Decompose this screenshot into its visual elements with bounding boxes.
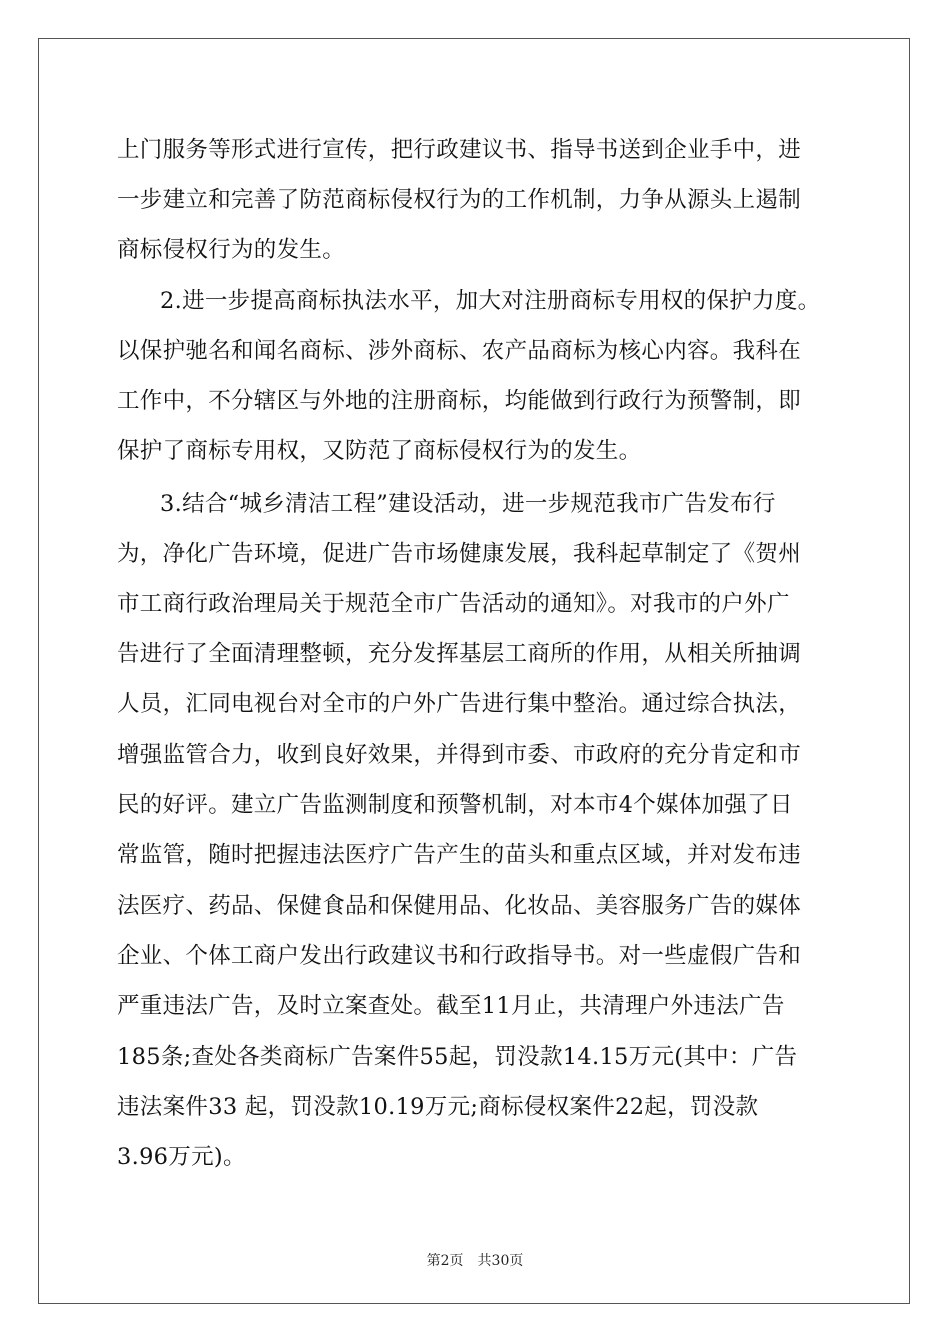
text-line: 市工商行政治理局关于规范全市广告活动的通知》。对我市的户外广 bbox=[117, 591, 790, 617]
text-line: 上门服务等形式进行宣传，把行政建议书、指导书送到企业手中，进 bbox=[117, 137, 802, 163]
text-line: 法医疗、药品、保健食品和保健用品、化妆品、美容服务广告的媒体 bbox=[117, 893, 802, 919]
text-line: 3.结合“城乡清洁工程”建设活动，进一步规范我市广告发布行 bbox=[160, 491, 776, 517]
text-line: 告进行了全面清理整顿，充分发挥基层工商所的作用，从相关所抽调 bbox=[117, 641, 802, 667]
text-line: 保护了商标专用权，又防范了商标侵权行为的发生。 bbox=[117, 438, 642, 464]
text-line: 3.96万元)。 bbox=[117, 1144, 246, 1170]
text-line: 185条;查处各类商标广告案件55起，罚没款14.15万元(其中：广告 bbox=[117, 1044, 798, 1070]
text-line: 2.进一步提高商标执法水平，加大对注册商标专用权的保护力度。 bbox=[160, 288, 821, 314]
text-line: 违法案件33 起，罚没款10.19万元;商标侵权案件22起，罚没款 bbox=[117, 1094, 759, 1120]
text-line: 民的好评。建立广告监测制度和预警机制，对本市4个媒体加强了日 bbox=[117, 792, 793, 818]
page-total: 共30页 bbox=[477, 1253, 524, 1269]
page-number: 第2页 bbox=[426, 1253, 464, 1269]
text-line: 常监管，随时把握违法医疗广告产生的苗头和重点区域，并对发布违 bbox=[117, 842, 802, 868]
text-line: 工作中，不分辖区与外地的注册商标，均能做到行政行为预警制，即 bbox=[117, 388, 802, 414]
text-line: 为，净化广告环境，促进广告市场健康发展，我科起草制定了《贺州 bbox=[117, 541, 802, 567]
text-line: 严重违法广告，及时立案查处。截至11月止，共清理户外违法广告 bbox=[117, 993, 785, 1019]
text-line: 人员，汇同电视台对全市的户外广告进行集中整治。通过综合执法， bbox=[117, 691, 802, 717]
page-footer bbox=[0, 1250, 950, 1270]
text-line: 商标侵权行为的发生。 bbox=[117, 237, 346, 263]
text-line: 以保护驰名和闻名商标、涉外商标、农产品商标为核心内容。我科在 bbox=[117, 338, 802, 364]
text-line: 企业、个体工商户发出行政建议书和行政指导书。对一些虚假广告和 bbox=[117, 943, 802, 969]
text-line: 增强监管合力，收到良好效果，并得到市委、市政府的充分肯定和市 bbox=[117, 742, 802, 768]
text-line: 一步建立和完善了防范商标侵权行为的工作机制，力争从源头上遏制 bbox=[117, 187, 802, 213]
